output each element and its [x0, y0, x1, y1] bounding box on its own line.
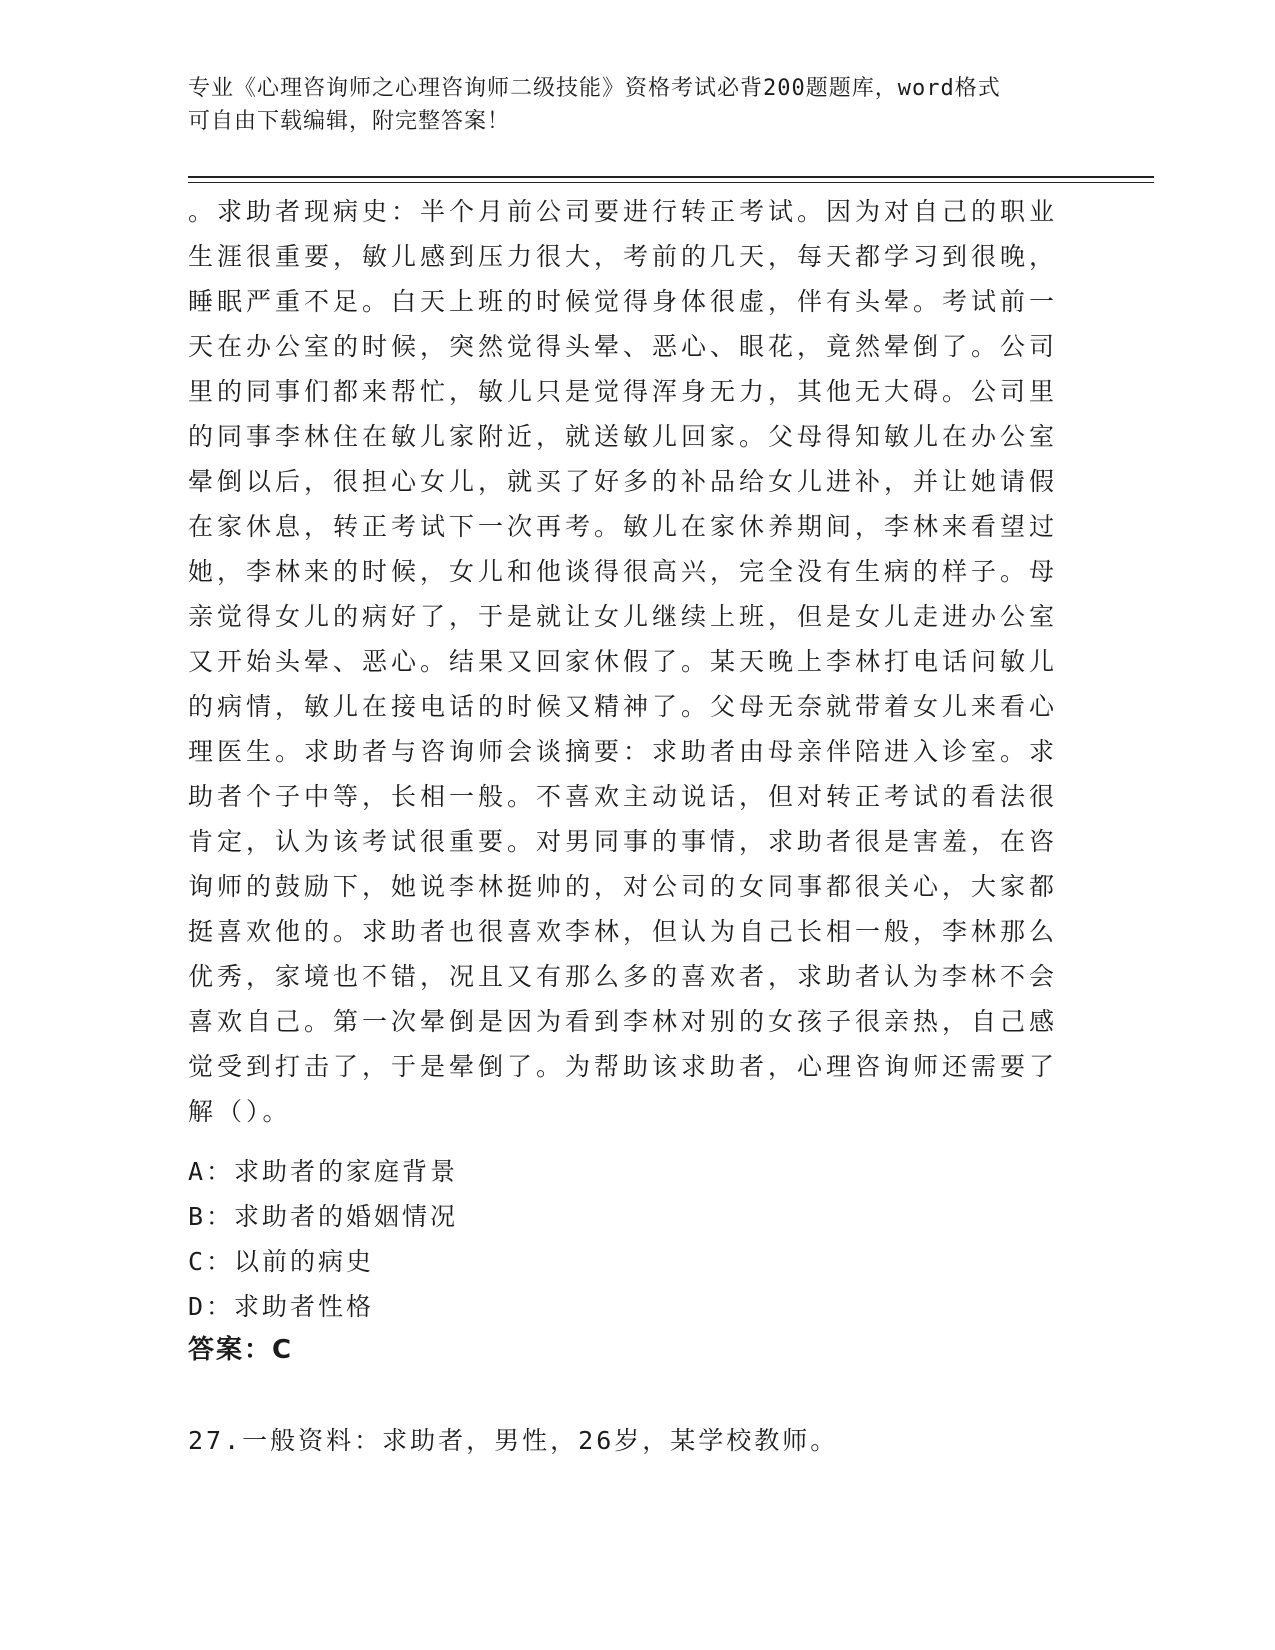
- stem-line: 优秀，家境也不错，况且又有那么多的喜欢者，求助者认为李林不会: [188, 962, 1059, 991]
- answer-options: [188, 1149, 1088, 1329]
- stem-line: 喜欢自己。第一次晕倒是因为看到李林对别的女孩子很亲热，自己感: [188, 1007, 1059, 1036]
- header-divider-thick: [188, 176, 1154, 178]
- option-a: A：求助者的家庭背景: [188, 1157, 459, 1186]
- stem-line: 理医生。求助者与咨询师会谈摘要：求助者由母亲伴陪进入诊室。求: [188, 737, 1059, 766]
- option-d: D：求助者性格: [188, 1292, 375, 1321]
- stem-line: 肯定，认为该考试很重要。对男同事的事情，求助者很是害羞，在咨: [188, 827, 1059, 856]
- stem-line: 又开始头晕、恶心。结果又回家休假了。某天晚上李林打电话问敏儿: [188, 647, 1059, 676]
- option-b: B：求助者的婚姻情况: [188, 1202, 459, 1231]
- stem-line: 的同事李林住在敏儿家附近，就送敏儿回家。父母得知敏儿在办公室: [188, 422, 1059, 451]
- header-line-2: 可自由下载编辑，附完整答案！: [188, 109, 511, 134]
- stem-line: 。求助者现病史：半个月前公司要进行转正考试。因为对自己的职业: [188, 197, 1059, 226]
- stem-line: 她，李林来的时候，女儿和他谈得很高兴，完全没有生病的样子。母: [188, 557, 1059, 586]
- stem-line: 解（）。: [188, 1097, 292, 1126]
- next-question-intro: 27.一般资料：求助者，男性，26岁，某学校教师。: [188, 1426, 839, 1455]
- header-divider-thin: [188, 182, 1154, 183]
- stem-line: 里的同事们都来帮忙，敏儿只是觉得浑身无力，其他无大碍。公司里: [188, 377, 1059, 406]
- stem-line: 的病情，敏儿在接电话的时候又精神了。父母无奈就带着女儿来看心: [188, 692, 1059, 721]
- question-stem: [188, 189, 1088, 1134]
- stem-line: 在家休息，转正考试下一次再考。敏儿在家休养期间，李林来看望过: [188, 512, 1059, 541]
- stem-line: 觉受到打击了，于是晕倒了。为帮助该求助者，心理咨询师还需要了: [188, 1052, 1059, 1081]
- stem-line: 生涯很重要，敏儿感到压力很大，考前的几天，每天都学习到很晚，: [188, 242, 1059, 271]
- stem-line: 睡眠严重不足。白天上班的时候觉得身体很虚，伴有头晕。考试前一: [188, 287, 1059, 316]
- document-header: [188, 72, 1068, 138]
- answer-key: 答案：C: [188, 1335, 294, 1365]
- stem-line: 挺喜欢他的。求助者也很喜欢李林，但认为自己长相一般，李林那么: [188, 917, 1059, 946]
- stem-line: 天在办公室的时候，突然觉得头晕、恶心、眼花，竟然晕倒了。公司: [188, 332, 1059, 361]
- stem-line: 晕倒以后，很担心女儿，就买了好多的补品给女儿进补，并让她请假: [188, 467, 1059, 496]
- stem-line: 亲觉得女儿的病好了，于是就让女儿继续上班，但是女儿走进办公室: [188, 602, 1059, 631]
- stem-line: 助者个子中等，长相一般。不喜欢主动说话，但对转正考试的看法很: [188, 782, 1059, 811]
- option-c: C：以前的病史: [188, 1247, 375, 1276]
- stem-line: 询师的鼓励下，她说李林挺帅的，对公司的女同事都很关心，大家都: [188, 872, 1059, 901]
- header-line-1: 专业《心理咨询师之心理咨询师二级技能》资格考试必背200题题库，word格式: [188, 76, 1001, 101]
